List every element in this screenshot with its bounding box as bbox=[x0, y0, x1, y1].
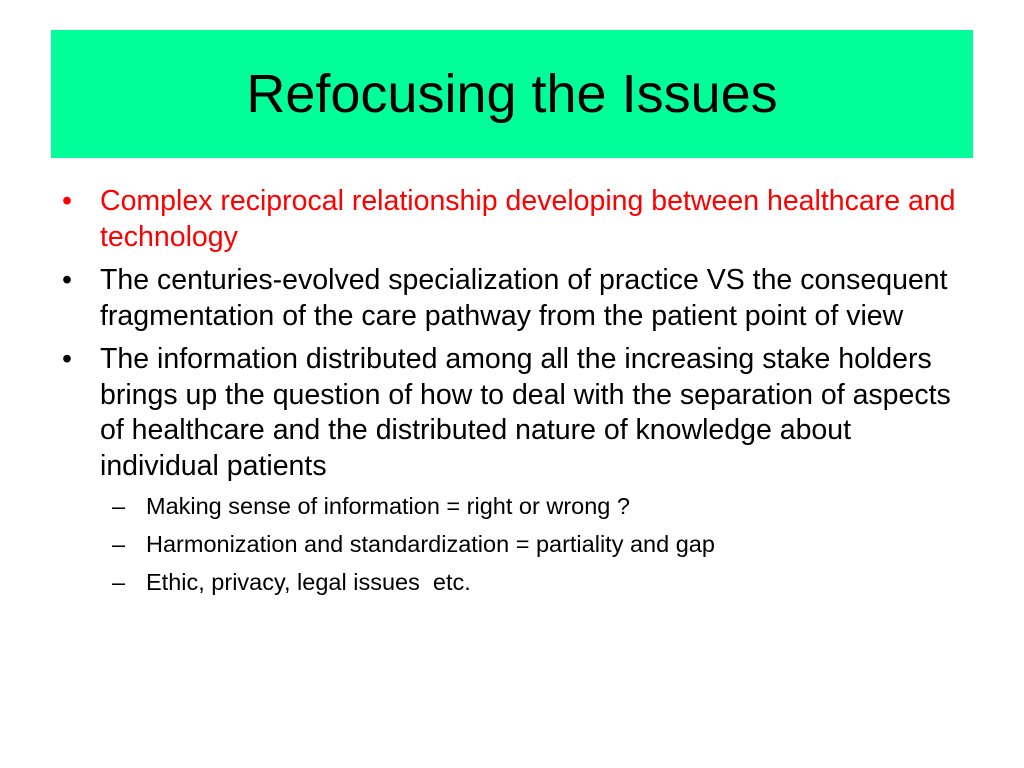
sub-bullet-item bbox=[112, 568, 968, 597]
bullet-item bbox=[58, 263, 968, 334]
bullet-item bbox=[58, 184, 968, 255]
bullet-marker: • bbox=[62, 264, 72, 296]
slide-content bbox=[58, 184, 968, 606]
sub-bullet-item bbox=[112, 530, 968, 559]
bullet-marker: • bbox=[62, 343, 72, 375]
title-banner bbox=[51, 30, 973, 158]
sub-bullet-text: Making sense of information = right or wrong ? bbox=[146, 493, 630, 519]
bullet-text: The information distributed among all the increasing stake holders brings up the question of how to deal with the separation of aspects of healthcare and the distributed nature of knowledge about individual patients bbox=[100, 343, 951, 482]
sub-bullet-text: Harmonization and standardization = partiality and gap bbox=[146, 531, 715, 557]
sub-bullet-marker: – bbox=[112, 531, 126, 557]
bullet-marker: • bbox=[62, 185, 72, 217]
slide-title: Refocusing the Issues bbox=[246, 64, 778, 124]
sub-bullet-marker: – bbox=[112, 569, 126, 595]
sub-bullet-item bbox=[112, 492, 968, 521]
bullet-text: The centuries-evolved specialization of practice VS the consequent fragmentation of the care pathway from the patient point of view bbox=[100, 264, 948, 332]
sub-bullet-marker: – bbox=[112, 493, 126, 519]
bullet-text: Complex reciprocal relationship developing between healthcare and technology bbox=[100, 185, 956, 253]
sub-bullet-text: Ethic, privacy, legal issues etc. bbox=[146, 569, 471, 595]
bullet-item bbox=[58, 342, 968, 484]
